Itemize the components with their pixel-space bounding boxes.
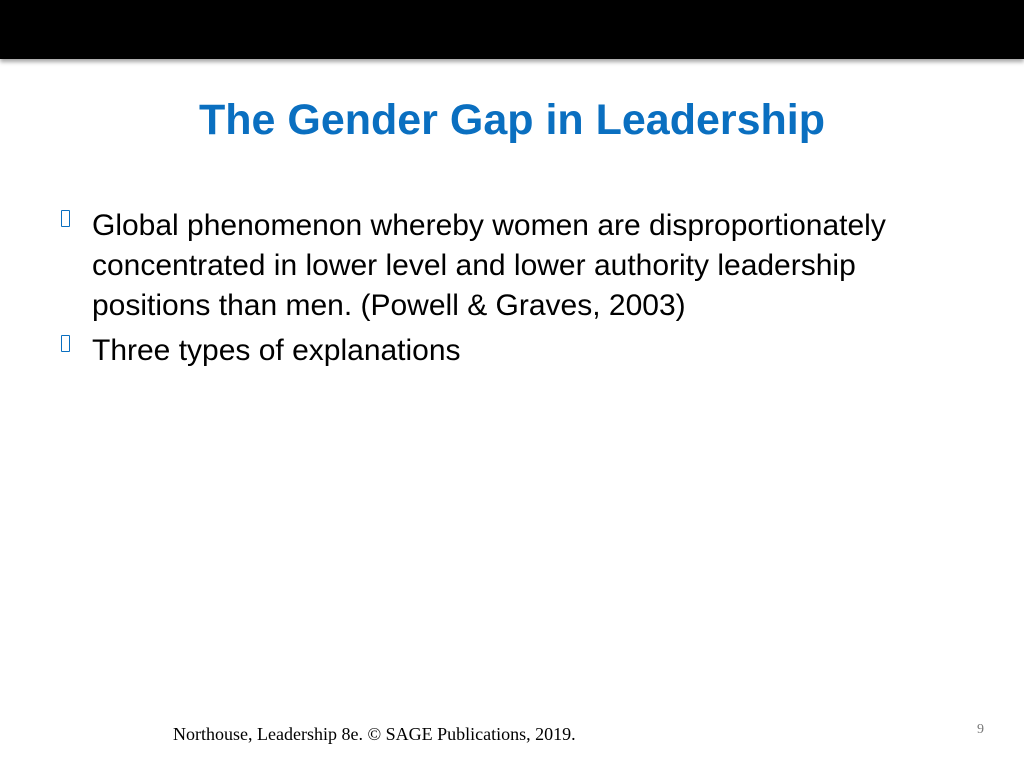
bullet-item <box>60 206 960 326</box>
bullet-text: Global phenomenon whereby women are disproportionately concentrated in lower level and lower authority leadership positions than men. (Powell & Graves, 2003) <box>92 209 886 322</box>
bullet-item <box>60 331 960 371</box>
page-number: 9 <box>977 722 984 737</box>
slide-title: The Gender Gap in Leadership <box>198 96 826 144</box>
footer-citation: Northouse, Leadership 8e. © SAGE Publications, 2019. <box>173 724 576 744</box>
square-bullet-icon <box>61 210 70 227</box>
bullet-text: Three types of explanations <box>92 334 461 367</box>
bullet-list <box>60 206 960 376</box>
square-bullet-icon <box>61 335 70 352</box>
top-bar <box>0 0 1024 59</box>
